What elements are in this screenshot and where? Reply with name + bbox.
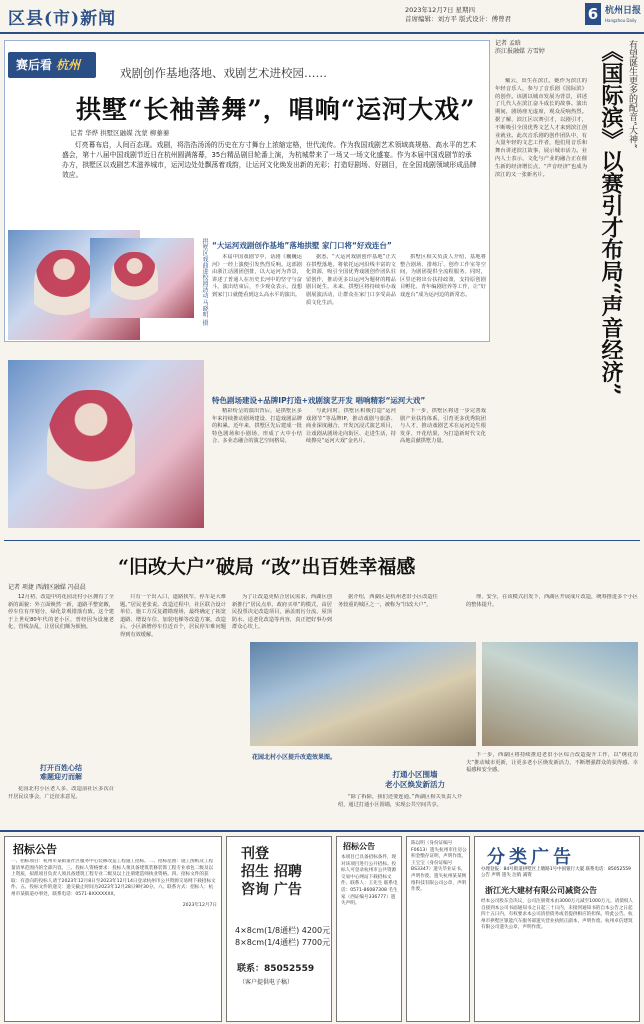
opera-photo-small [90,238,194,318]
ad-tender-text [11,859,217,1019]
story2-subhead-1: 打开百姓心结 难题迎刃而解 [40,764,82,781]
story2-column-k: 据介绍，西湖区是杭州老旧小区改造任务较重的城区之一，被称为“旧改大户”。 [338,594,438,608]
ad-rates-title: 刊登 招生 招聘 咨询 广告 [241,846,302,898]
ad-misc-notices [406,836,470,1022]
ad-tender-2-text: 本项目已具备招标条件，现对该项目进行公开招标。投标人可登录杭州市公共资源交易中心网站下载招标文件。联系人：王先生 联系电话：0571-86087308 毛生家（西证编号336777）遗失声明。 [341,855,398,907]
opera-photo-mid [8,360,204,528]
feature-lead: 灯亮幕布启，人间百态现。戏剧，将浩浩汤汤的历史在方寸舞台上浓缩定格，世代流传。作为我国戏剧艺术领域高规格、高水平的艺术盛会，第十八届中国戏剧节近日在杭州圆满落幕，35台精品剧目轮番上演，为杭城带来了一场又一场文化盛宴。作为本届中国戏剧节的承办方，拱墅区以戏剧艺术滋养城市，运河边处处飘荡着戏韵，让运河文化焕发出新的光彩；打造好剧场、好剧目，在全国戏剧领域形成品牌效应。 [62,141,477,179]
ad-tender-body: 一、招标项目：杭州市某街道社区服务中心装修改造工程施工招标。二、招标范围：施工图纸及工程量清单范围内的全部内容。三、投标人资格要求：投标人须具备建筑装修装饰工程专业承包二级及以上资质，拟派项目负责人须具备建筑工程专业二级及以上注册建造师执业资格。四、招标文件的获取：有意向的投标人请于2023年12月8日至2023年12月14日登录杭州市公共资源交易网下载招标文件。五、投标文件的递交：递交截止时间为2023年12月28日9时30分。六、联系方式：招标人：杭州市某街道办事处，联系电话：0571-8XXXXXXX。 [11,859,216,897]
ad-rates [226,836,332,1022]
feature-column-d: 精彩纷呈的演出背后，是拱墅区多年来持续推动剧场建设、打造戏剧品牌的积累。近年来，拱墅区先后建成一批特色剧场和小剧场，形成了大中小结合、多业态融合的演艺空间格局。 [212,408,302,445]
column-badge [8,52,96,78]
right-story-kicker: 有望诞生更多的配音“大神” [627,40,637,149]
ad-misc-text: 陈以明（身份证编号F0613）遗失杭州市住房公积金缴存证明，声明作废。王宝宝（身份证编号BS3347）遗失毕业证书，声明作废。遗失杭州某某网络科技有限公司公章，声明作废。 [411,841,467,893]
classified-subtitle: 办理登报：84号街道拱墅区上塘路1号中国银行大厦 联系电话：85052559 公告 声明 遗失 注销 减资 [481,867,631,878]
ad-tender-title: 招标公告 [13,843,57,856]
feature-subhead-2: 特色剧场建设+品牌IP打造+戏剧演艺开发 唱响精彩“运河大戏” [212,396,426,405]
column-badge-label: 赛后看 [16,58,53,72]
page-number: 6 [585,3,601,25]
classified-headline: 浙江光大建材有限公司减资公告 [485,886,597,895]
feature-byline: 记者 华烨 拱墅区融媒 沈蒙 柳蓁蓁 [70,129,170,137]
ad-rate-quarter: 8×8cm(1/4通栏) 7700元 [235,938,331,947]
ads-border [0,830,644,832]
ad-tender-2-title: 招标公告 [343,841,375,851]
ad-rates-note: （客户提供电子稿） [239,979,294,986]
alley-photo-caption: 花园北村小区提升改造效果图。 [252,754,337,761]
story2-column-l: “除了拆除，我们还要连通。”西湖区相关负责人介绍，通过打通小区围墙，实现公共空间共享。 [338,794,462,808]
story2-byline: 记者 项捷 西湖区融媒 冯晨晨 [8,584,86,591]
masthead-subtitle: Hangzhou Daily [605,18,637,23]
section-title: 区县(市)新闻 [8,9,117,29]
feature-column-f: 下一步，拱墅区将进一步完善戏剧产业扶持体系，引育更多优秀院团与人才，推动戏剧艺术在运河边生根发芽、开花结果，为打造新时代文化高地贡献拱墅力量。 [400,408,486,445]
feature-column-c: 拱墅区相关负责人介绍，基地将整合剧场、排练厅、创作工作室等空间，为剧团提供全流程服务。同时，区里还将出台扶持政策，支持原创剧目孵化、青年编剧培养等工作，让“好戏连台”成为运河边的新常态。 [400,254,486,298]
ad-classified [474,836,640,1022]
story2-column-g: 12月初，改造中的花园北村小区拥有了全新的面貌：外立面焕然一新，道路平整宽敞，停车位有序划分，绿化景观错落有致。这个建于上世纪80年代的老小区，曾经因为设施老化、管线杂乱，让居民们颇为烦恼。 [8,594,114,631]
classified-title: 分类广告 [487,847,575,868]
column-logo: 杭州 [56,58,81,72]
feature-subhead-1: “大运河戏剧创作基地”落地拱墅 家门口将“好戏连台” [212,241,392,250]
date-line: 2023年12月7日 星期四 [405,6,476,14]
feature-kicker: 戏剧创作基地落地、戏剧艺术进校园…… [120,66,327,80]
right-story-byline: 记者 孟晗 滨江报融媒 方雪婷 [495,40,545,55]
feature-headline: 拱墅“长袖善舞”，唱响“运河大戏” [76,95,476,124]
section-divider [4,540,640,541]
story2-column-m: 理、安全，在该模式启发下，西湖区开展成片改造，统筹推进多个小区的整体提升。 [466,594,638,608]
masthead-logo: 杭州日报 [605,6,642,16]
ad-rates-contact: 联系：85052559 [237,964,315,974]
courtyard-photo [482,642,638,746]
photo-caption: 拱墅区戏曲进校园活动 马晓明 摄 [201,238,208,326]
right-story-headline: 《国际滨》以赛引才布局“声音经济” [598,40,624,396]
story2-headline: “旧改大户”破局 “改”出百姓幸福感 [118,556,416,578]
alley-photo [250,642,476,746]
ad-tender-2 [336,836,402,1022]
right-story-text: 戴云，出生在滨江，她作为滨江的年轻音乐人，参与了音乐剧《国际滨》的创作。该剧以城市发展为背景，讲述了几代人在滨江奋斗成长的故事。演出期间，剧场座无虚席，观众反响热烈。据了解，滨江区以赛引才，以剧引才，不断吸引全国优秀文艺人才来到滨江创业就业。此次音乐剧的创作团队中，有大量年轻的文艺工作者，他们用音乐和舞台讲述滨江故事，展示城市活力。业内人士表示，文化与产业的融合正在催生新的经济增长点，“声音经济”也成为滨江的又一张新名片。 [495,78,587,178]
feature-column-b: 据悉，“大运河戏剧创作基地”正式在拱墅落地，将依托运河沿线丰富的文化资源，吸引全国优秀戏剧创作团队驻留创作，推动更多以运河为题材的精品剧目诞生。未来，拱墅区将持续举办戏剧展演活动，让群众在家门口享受高品质文化生活。 [306,254,396,306]
ad-tender-notice [4,836,222,1022]
editor-line: 首席编辑：刘方平 版式设计：傅曾君 [405,15,512,23]
story2-column-j: 为了让改造更贴合居民需求，西湖区创新推行“居民点单、政府买单”的模式，由居民投票决定改造项目，涵盖雨污分流、屋顶防水、适老化改造等内容，真正把好事办到群众心坎上。 [232,594,332,631]
story2-column-n: 下一步，西湖区将持续推进老旧小区综合改造提升工作，以“绣花功夫”推动城市更新，让更多老小区焕发新活力，不断增强群众的获得感、幸福感和安全感。 [466,752,638,774]
feature-column-a: 本届中国戏剧节中，话剧《巍巍运河》一经上演便引发热烈反响。这部剧由浙江话剧团创排，以大运河为背景，讲述了普通人在历史长河中的坚守与奋斗。演出结束后，不少观众表示，没想到家门口就能看到这么高水平的演出。 [212,254,302,298]
classified-body: 经本公司股东会决议，公司注册资本由3000万元减至1000万元。请债权人自接到本公司书面通知书之日起三十日内，未接到通知书的自本公告之日起四十五日内，有权要求本公司清偿债务或者提供相应的担保。特此公告。杭州市拱墅区银能汽车服务部遗失营业执照正副本，声明作废。杭州卓信建筑有限公司遗失公章，声明作废。 [481,899,634,931]
ad-rate-eighth: 4×8cm(1/8通栏) 4200元 [235,926,331,935]
story2-column-h: 花园北村小区老人多，改造前社区多次召开居民议事会，广泛征求意见。 [8,786,114,800]
story2-subhead-2: 打通小区围墙 老小区焕发新活力 [385,770,445,789]
header-meta [405,6,511,24]
feature-column-e: 与此同时，拱墅区积极打造“运河戏剧节”等品牌IP，推动戏剧与旅游、商业深度融合，开发沉浸式演艺项目，让戏剧从剧场走向街区、走进生活，持续擦亮“运河大戏”金名片。 [306,408,396,445]
ad-tender-date: 2023年12月7日 [182,902,217,908]
story2-column-i: 只有一个出入口，道路狭窄，停车是大难题。”居民老张说。改造过程中，社区联合设计单位、施工方反复踏勘现场，最终确定了拓宽道路、增设车位、加装电梯等改造方案。改造后，小区新增停车位近百个，居民停车难问题得到有效缓解。 [120,594,226,638]
